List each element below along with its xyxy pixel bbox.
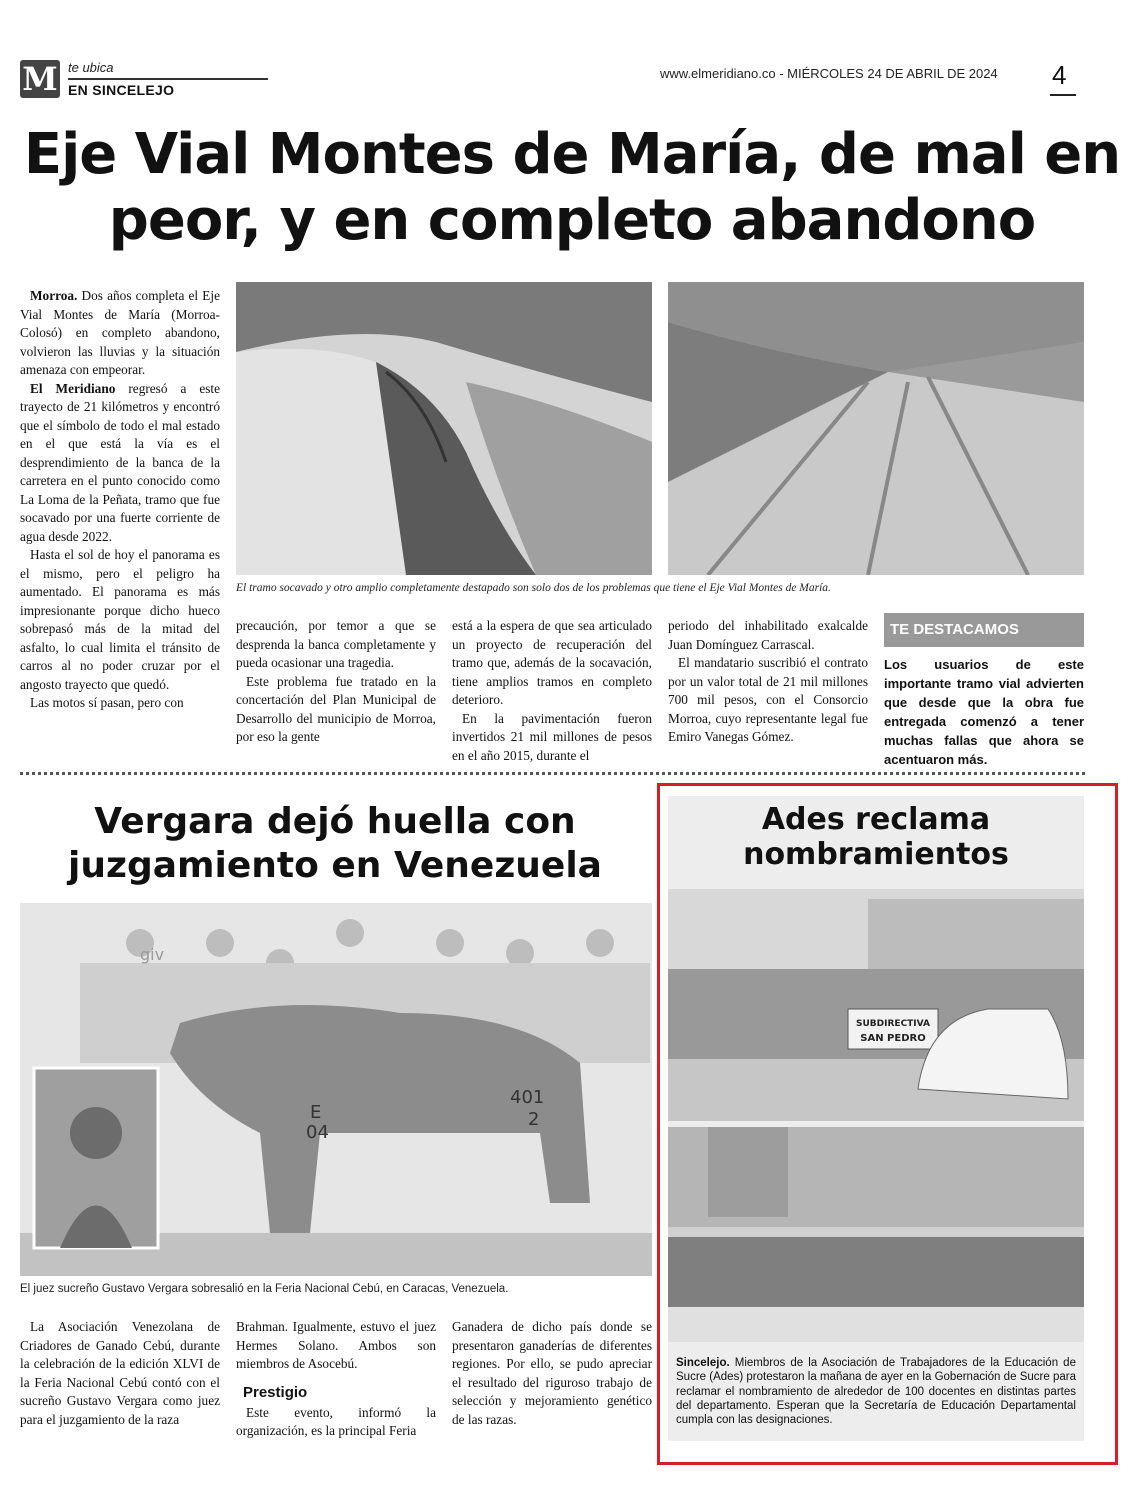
cattle-fair-photo xyxy=(20,903,652,1276)
paragraph: está a la espera de que sea articulado un proyecto de recuperación del tramo que, además de la socavación, tiene amplios tramos en completo deterioro. xyxy=(452,618,652,707)
paragraph: Las motos sí pasan, pero con xyxy=(30,695,184,710)
cattle-brand-mark: 04 xyxy=(306,1122,329,1143)
section-rule xyxy=(68,78,268,80)
section-name: EN SINCELEJO xyxy=(68,82,175,98)
cattle-brand-mark: 401 xyxy=(510,1087,545,1108)
page-number: 4 xyxy=(1052,60,1067,90)
paragraph: periodo del inhabilitado exalcalde Juan Domínguez Carrascal. xyxy=(668,618,868,652)
caption-text: Miembros de la Asociación de Trabajadores de la Educación de Sucre (Ades) protestaron la mañana de ayer en la Gobernación de Sucre para reclamar el nombramiento de alrededor de 100 docentes en distintas partes del departamento. Esperan que la Secretaría de Educación Departamental cumpla con las designaciones. xyxy=(676,1357,1076,1427)
vergara-photo-caption: El juez sucreño Gustavo Vergara sobresalió en la Feria Nacional Cebú, en Caracas, Venezuela. xyxy=(20,1283,509,1295)
paragraph: Este problema fue tratado en la concertación del Plan Municipal de Desarrollo del municipio de Morroa, por eso la gente xyxy=(236,673,436,744)
cattle-brand-mark: E xyxy=(310,1102,322,1123)
vergara-headline: Vergara dejó huella con juzgamiento en Venezuela xyxy=(68,801,602,886)
main-headline: Eje Vial Montes de María, de mal en peor, y en completo abandono xyxy=(23,122,1121,254)
vergara-col3 xyxy=(452,1318,652,1429)
main-story-col4 xyxy=(668,617,868,747)
cattle-brand-mark: 2 xyxy=(528,1109,540,1130)
paragraph: El mandatario suscribió el contrato por un valor total de 21 mil millones 700 mil pesos, con el Consorcio Morroa, cuyo representante legal fue Emiro Vanegas Gómez. xyxy=(668,655,868,744)
page-number-rule xyxy=(1050,94,1076,96)
highlight-text: Los usuarios de este importante tramo vial advierten que desde que la obra fue entregada comenzó a tener muchas fallas que ahora se acentuaron más. xyxy=(884,657,1084,767)
section-kicker: te ubica xyxy=(68,60,114,75)
dateline-lead: Sincelejo. xyxy=(676,1357,730,1369)
paragraph: Dos años completa el Eje Vial Montes de María (Morroa-Colosó) en completo abandono, volvieron las lluvias y la situación amenaza con empeorar. xyxy=(20,288,220,377)
protest-banner-text: SUBDIRECTIVA xyxy=(856,1019,930,1029)
main-photo-caption: El tramo socavado y otro amplio completamente destapado son solo dos de los problemas que tiene el Eje Vial Montes de María. xyxy=(236,582,831,594)
dateline-lead: Morroa. xyxy=(30,288,78,303)
paragraph: precaución, por temor a que se desprenda la banca completamente y pueda ocasionar una tragedia. xyxy=(236,618,436,670)
main-story-col2 xyxy=(236,617,436,747)
dotted-separator xyxy=(20,772,1085,776)
newspaper-logo: M xyxy=(20,60,60,98)
paragraph: Ganadera de dicho país donde se presentaron ganaderías de diferentes regiones. Por ello, se pudo apreciar el resultado del riguroso trabajo de selección y mejoramiento genético de las razas. xyxy=(452,1319,652,1427)
paragraph: Este evento, informó la organización, es la principal Feria xyxy=(236,1404,436,1438)
highlight-title: TE DESTACAMOS xyxy=(884,613,1084,647)
fair-brand-logo: giv xyxy=(140,945,165,964)
vergara-subhead: Prestigio xyxy=(243,1383,308,1401)
highlight-frame xyxy=(657,783,1118,1465)
main-story-col3 xyxy=(452,617,652,765)
vergara-col1 xyxy=(20,1318,220,1429)
paragraph: La Asociación Venezolana de Criadores de Ganado Cebú, durante la celebración de la edición XLVI de la Feria Nacional Cebú contó con el sucreño Gustavo Vergara como juez para el juzgamiento de la raza xyxy=(20,1319,220,1427)
vergara-col2 xyxy=(236,1318,436,1441)
paragraph: Brahman. Igualmente, estuvo el juez Hermes Solano. Ambos son miembros de Asocebú. xyxy=(236,1319,436,1371)
publication-name: El Meridiano xyxy=(30,380,116,396)
main-story-col1 xyxy=(20,287,220,713)
paragraph: Hasta el sol de hoy el panorama es el mismo, pero el peligro ha aumentado. El panorama es más impresionante porque dicho hueco sobrepasó más de la mitad del asfalto, lo cual limita el tránsito de carros al no poder cruzar por el angosto trayecto que quedó. xyxy=(20,547,220,692)
protest-banner-text: SAN PEDRO xyxy=(860,1033,926,1044)
paragraph: regresó a este trayecto de 21 kilómetros y encontró que el símbolo de todo el mal estado en el que está la vía es el desprendimiento de la banca de la carretera en el punto conocido como La Loma de la Peñata, tramo que fue socavado por una fuerte corriente de agua desde 2022. xyxy=(20,380,221,544)
ades-headline: Ades reclama nombramientos xyxy=(743,802,1009,873)
paragraph: En la pavimentación fueron invertidos 21 mil millones de pesos en el año 2015, durante el xyxy=(452,710,652,763)
road-collapse-photo xyxy=(236,282,652,575)
dirt-road-photo xyxy=(668,282,1084,575)
dateline: www.elmeridiano.co - MIÉRCOLES 24 DE ABRIL DE 2024 xyxy=(660,66,998,81)
